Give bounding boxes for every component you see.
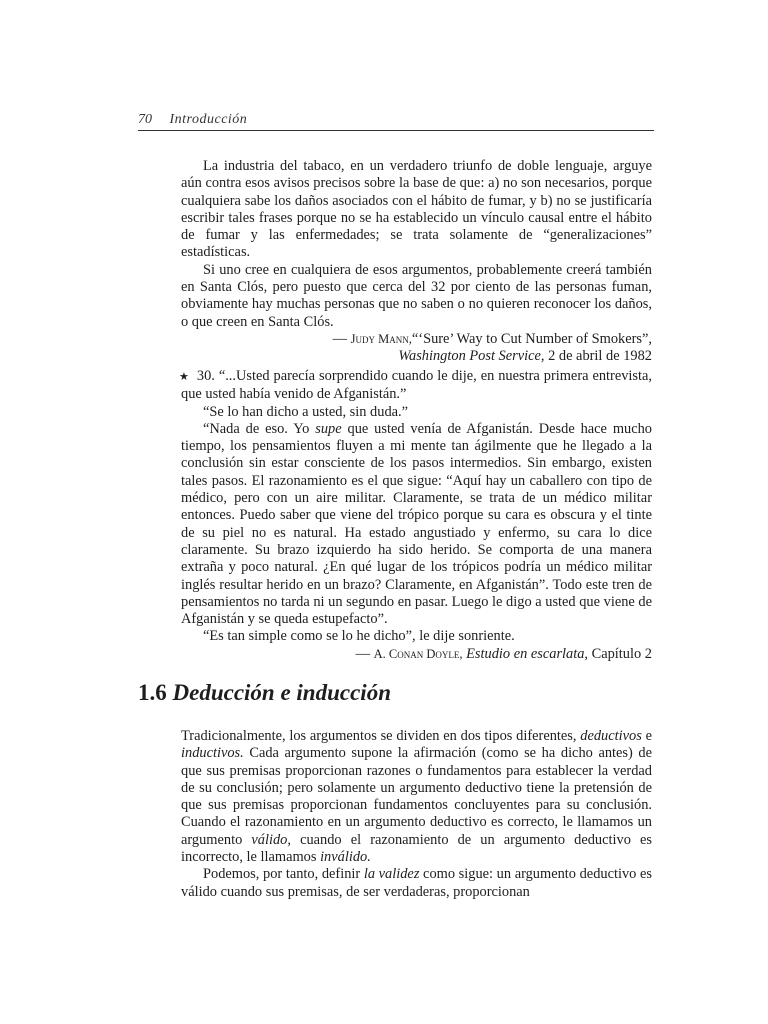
p1-part-d: cuando el razonamiento de un argumento deductivo es incorrecto, le llamamos bbox=[181, 831, 652, 866]
section-paragraph-1 bbox=[181, 728, 652, 866]
citation-author: A. Conan Doyle, bbox=[373, 646, 463, 661]
section-heading bbox=[138, 680, 652, 706]
star-icon: ★ bbox=[179, 371, 189, 383]
exercise-30-paragraph-3 bbox=[181, 421, 652, 629]
exercise-30-paragraph-2: “Se lo han dicho a usted, sin duda.” bbox=[203, 403, 409, 420]
p1-em-valido: válido, bbox=[251, 831, 291, 848]
running-header bbox=[138, 112, 654, 128]
citation-date: 2 de abril de 1982 bbox=[544, 348, 652, 365]
citation-article: “‘Sure’ Way to Cut Number of Smokers”, bbox=[411, 330, 652, 347]
page-number: 70 bbox=[138, 112, 152, 127]
citation-author: Judy Mann, bbox=[350, 331, 412, 346]
citation-dash: — bbox=[355, 645, 374, 662]
p1-em-inductivos: inductivos. bbox=[181, 745, 244, 762]
p1-em-deductivos: deductivos bbox=[580, 728, 642, 744]
citation-dash: — bbox=[332, 330, 351, 347]
smoking-quote bbox=[181, 158, 652, 366]
section-body bbox=[181, 728, 652, 901]
p1-em-invalido: inválido. bbox=[320, 849, 371, 866]
section-title: Deducción e inducción bbox=[172, 680, 391, 705]
smoking-quote-paragraph-1: La industria del tabaco, en un verdadero triunfo de doble lenguaje, arguye aún contra esos avisos precisos sobre la base de que: a) no son necesarios, porque cualquiera sabe los daños asociados con el hábito de fumar, y b) no se justificaría escribir tales frases porque no se ha establecido un vínculo causal entre el hábito de fumar y las enfermedades; se trata solamente de “generalizaciones” estadísticas. bbox=[181, 158, 652, 261]
p3-rest: que usted venía de Afganistán. Desde hace mucho tiempo, los pensamientos fluyen a mi mente tan ágilmente que he llegado a la conclusión sin estar consciente de los pasos intermedios. Sin embargo, existen tales pasos. El razonamiento es el que sigue: “Aquí hay un caballero con tipo de médico, pero con un aire militar. Claramente, se trata de un médico militar entonces. Puedo saber que viene del trópico porque su cara es obscura y el tinte de su piel no es natural. Ha estado angustiado y enfermo, su cara lo dice claramente. Su brazo izquierdo ha sido herido. Se comporta de una manera extraña y poco natural. ¿En qué lugar de los trópicos podría un médico militar inglés resultar herido en un brazo? Claramente, en Afganistán”. Todo este tren de pensamientos no tarda ni un segundo en pasar. Luego le digo a usted que viene de Afganistán y se queda estupefacto”. bbox=[181, 420, 652, 628]
p1-part-c: Cada argumento supone la afirmación (como se ha dicho antes) de que sus premisas proporcionan razones o fundamentos para establecer la verdad de su conclusión; pero solamente un argumento deductivo tiene la pretensión de que sus premisas proporcionan fundamentos concluyentes para su conclusión. Cuando el razonamiento en un argumento deductivo es correcto, le llamamos un argumento bbox=[181, 745, 652, 848]
p2-part-b: como sigue: un argumento deductivo es válido cuando sus premisas, de ser verdaderas, proporcionan bbox=[181, 866, 652, 900]
p2-part-a: Podemos, por tanto, definir bbox=[203, 866, 364, 883]
section-number: 1.6 bbox=[138, 680, 167, 705]
citation-source: Washington Post Service, bbox=[398, 348, 545, 365]
exercise-30-citation bbox=[181, 646, 652, 663]
p1-part-a: Tradicionalmente, los argumentos se dividen en dos tipos diferentes, bbox=[181, 728, 581, 744]
exercise-30-paragraph-1 bbox=[181, 368, 652, 404]
citation-work: Estudio en escarlata, bbox=[466, 645, 589, 662]
running-title: Introducción bbox=[169, 112, 248, 127]
exercise-30-paragraph-4: “Es tan simple como se lo he dicho”, le dije sonriente. bbox=[203, 628, 515, 645]
smoking-quote-paragraph-2: Si uno cree en cualquiera de esos argumentos, probablemente creerá también en Santa Clós, pero puesto que cerca del 32 por ciento de las personas fuman, obviamente hay muchas personas que no saben o no quieren reconocer los daños, o que creen en Santa Clós. bbox=[181, 261, 652, 330]
p3-start: “Nada de eso. Yo bbox=[203, 420, 316, 437]
p1-part-b: e bbox=[641, 728, 652, 744]
exercise-30-opening: 30. “...Usted parecía sorprendido cuando le dije, en nuestra primera entrevista, que usted había venido de Afganistán.” bbox=[181, 368, 652, 403]
p3-emphasis: supe bbox=[315, 420, 342, 437]
smoking-quote-citation-line-1 bbox=[181, 331, 652, 348]
smoking-quote-citation-line-2 bbox=[181, 348, 652, 365]
citation-chapter: Capítulo 2 bbox=[588, 645, 652, 662]
p2-em-validez: la validez bbox=[363, 866, 420, 883]
header-rule bbox=[138, 130, 654, 131]
exercise-30 bbox=[181, 368, 652, 663]
section-paragraph-2 bbox=[181, 866, 652, 901]
